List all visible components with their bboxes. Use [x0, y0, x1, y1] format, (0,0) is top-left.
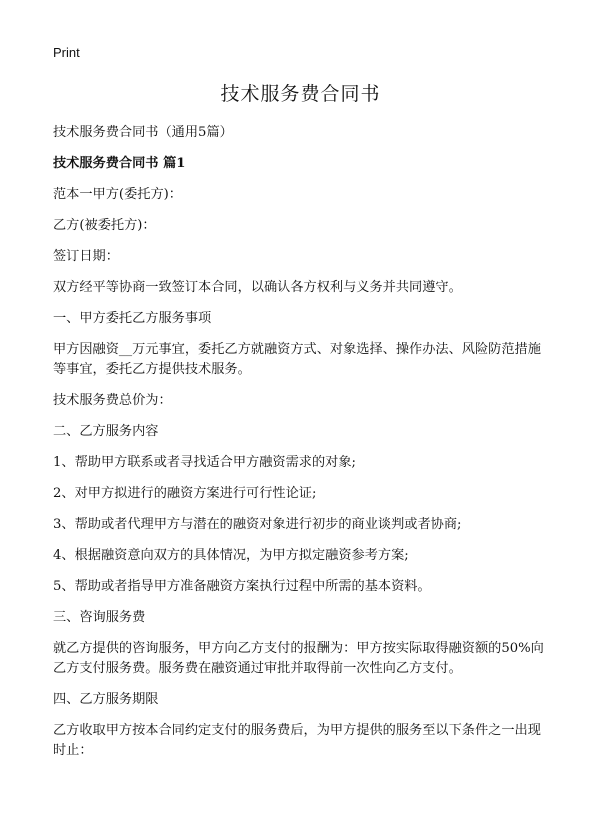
- paragraph: 乙方(被委托方)：: [53, 218, 156, 233]
- section-heading: 二、乙方服务内容: [53, 424, 159, 439]
- paragraph: 乙方收取甲方按本合同约定支付的服务费后，为甲方提供的服务至以下条件之一出现时止：: [53, 723, 541, 758]
- document-body: [53, 123, 548, 761]
- paragraph: 甲方因融资__万元事宜，委托乙方就融资方式、对象选择、操作办法、风险防范措施等事宜，委托乙方提供技术服务。: [53, 342, 541, 377]
- paragraph: 双方经平等协商一致签订本合同，以确认各方权利与义务并共同遵守。: [53, 280, 462, 295]
- section-heading: 一、甲方委托乙方服务事项: [53, 311, 212, 326]
- list-item: 3、帮助或者代理甲方与潜在的融资对象进行初步的商业谈判或者协商;: [53, 517, 462, 532]
- print-label[interactable]: Print: [53, 45, 80, 60]
- paragraph: 技术服务费合同书（通用5篇）: [53, 125, 233, 140]
- paragraph: 技术服务费总价为：: [53, 393, 172, 408]
- list-item: 5、帮助或者指导甲方准备融资方案执行过程中所需的基本资料。: [53, 579, 431, 594]
- list-item: 1、帮助甲方联系或者寻找适合甲方融资需求的对象;: [53, 455, 356, 470]
- list-item: 4、根据融资意向双方的具体情况，为甲方拟定融资参考方案;: [53, 548, 409, 563]
- section-heading: 技术服务费合同书 篇1: [53, 156, 186, 171]
- section-heading: 三、咨询服务费: [53, 610, 146, 625]
- document-title: 技术服务费合同书: [220, 83, 381, 105]
- list-item: 2、对甲方拟进行的融资方案进行可行性论证;: [53, 486, 317, 501]
- paragraph: 范本一甲方(委托方)：: [53, 187, 182, 202]
- paragraph: 签订日期：: [53, 249, 119, 264]
- paragraph: 就乙方提供的咨询服务，甲方向乙方支付的报酬为：甲方按实际取得融资额的50%向乙方支付服务费。服务费在融资通过审批并取得前一次性向乙方支付。: [53, 641, 544, 676]
- section-heading: 四、乙方服务期限: [53, 692, 159, 707]
